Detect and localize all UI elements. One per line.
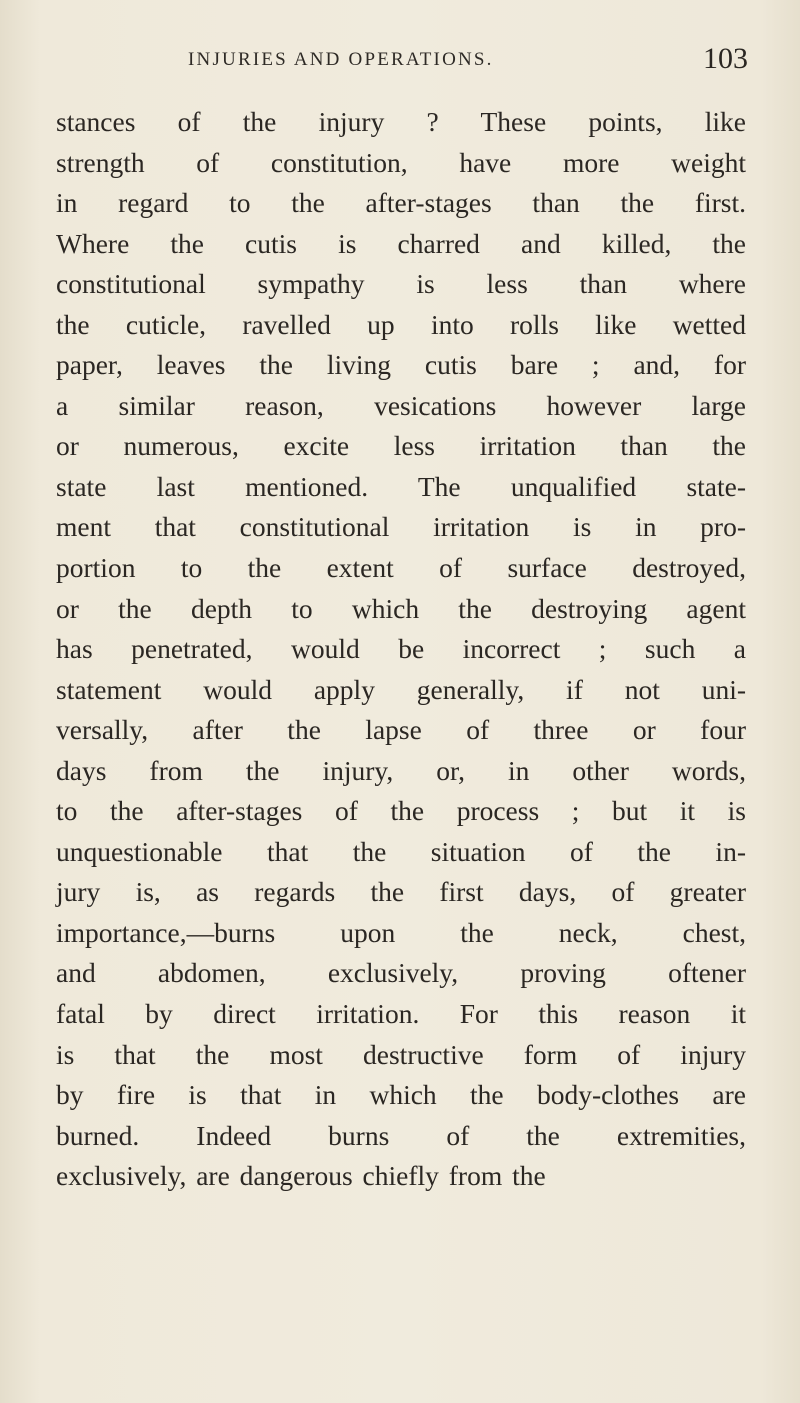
page-number: 103: [703, 42, 748, 75]
text-line: has penetrated, would be incorrect ; such a: [56, 633, 746, 665]
text-line: state last mentioned. The unqualified state-: [56, 470, 746, 502]
text-line: importance,—burns upon the neck, chest,: [56, 916, 746, 948]
text-line: by fire is that in which the body-clothes are: [56, 1079, 746, 1111]
text-line: portion to the extent of surface destroyed,: [56, 552, 746, 584]
text-line: burned. Indeed burns of the extremities,: [56, 1119, 746, 1151]
text-line: in regard to the after-stages than the first.: [56, 187, 746, 219]
text-line: jury is, as regards the first days, of greater: [56, 876, 746, 908]
text-line: Where the cutis is charred and killed, the: [56, 227, 746, 259]
text-line: stances of the injury ? These points, like: [56, 106, 746, 137]
text-line: is that the most destructive form of injury: [56, 1038, 746, 1070]
text-line: versally, after the lapse of three or four: [56, 714, 746, 746]
running-head: [0, 42, 800, 86]
text-line: constitutional sympathy is less than where: [56, 268, 746, 300]
text-line: fatal by direct irritation. For this reason it: [56, 998, 746, 1030]
text-line: a similar reason, vesications however large: [56, 389, 746, 421]
text-line: days from the injury, or, in other words,: [56, 754, 746, 786]
text-line: or the depth to which the destroying agent: [56, 592, 746, 624]
text-line: ment that constitutional irritation is in pro-: [56, 511, 746, 543]
running-head-title: INJURIES AND OPERATIONS.: [188, 49, 494, 70]
text-line: or numerous, excite less irritation than the: [56, 430, 746, 462]
text-line: the cuticle, ravelled up into rolls like wetted: [56, 308, 746, 340]
text-line: and abdomen, exclusively, proving oftener: [56, 957, 746, 989]
text-line: statement would apply generally, if not uni-: [56, 673, 746, 705]
text-line: paper, leaves the living cutis bare ; and, for: [56, 349, 746, 381]
text-line: strength of constitution, have more weight: [56, 146, 746, 178]
text-line: exclusively, are dangerous chiefly from the: [56, 1160, 546, 1192]
text-line: to the after-stages of the process ; but it is: [56, 795, 746, 827]
body-paragraph: [56, 102, 746, 1197]
text-line: unquestionable that the situation of the in-: [56, 835, 746, 867]
